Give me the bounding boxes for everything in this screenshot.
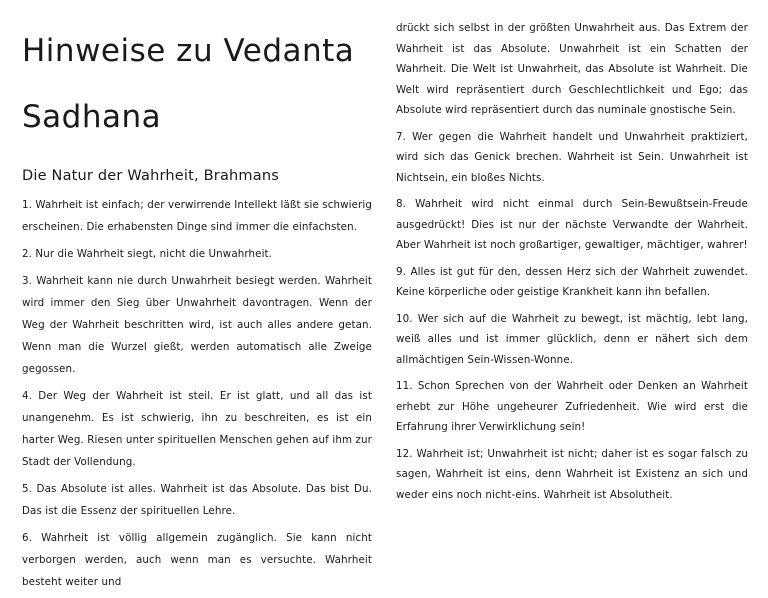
paragraph-6: 6. Wahrheit ist völlig allgemein zugänglich. Sie kann nicht verborgen werden, auch wenn man es versuchte. Wahrheit besteht weiter und [22,532,372,588]
page-title-line2: Sadhana [22,99,162,135]
left-column [22,0,372,598]
paragraph-8: 8. Wahrheit wird nicht einmal durch Sein-Bewußtsein-Freude ausgedrückt! Dies ist nur der nächste Verwandte der Wahrheit. Aber Wahrheit ist noch großartiger, gewaltiger, mächtiger, wahrer! [396,198,748,251]
paragraph-7: 7. Wer gegen die Wahrheit handelt und Unwahrheit praktiziert, wird sich das Genick brechen. Wahrheit ist Sein. Unwahrheit ist Nichtsein, ein bloßes Nichts. [396,130,748,184]
paragraph-1: 1. Wahrheit ist einfach; der verwirrende Intellekt läßt sie schwierig erscheinen. Die erhabensten Dinge sind immer die einfachsten. [22,199,372,233]
paragraph-9: 9. Alles ist gut für den, dessen Herz sich der Wahrheit zuwendet. Keine körperliche oder geistige Krankheit kann ihn befallen. [396,265,748,298]
page-title-line1: Hinweise zu Vedanta [22,33,355,69]
right-column [396,0,748,511]
paragraph-2: 2. Nur die Wahrheit siegt, nicht die Unwahrheit. [22,248,273,260]
paragraph-11: 11. Schon Sprechen von der Wahrheit oder Denken an Wahrheit erhebt zur Höhe ungeheurer Zufriedenheit. Wie wird erst die Erfahrung ihrer Verwirklichung sein! [396,380,748,433]
paragraph-10: 10. Wer sich auf die Wahrheit zu bewegt, ist mächtig, lebt lang, weiß alles und ist immer glücklich, denn er nähert sich dem allmächtigen Sein-Wissen-Wonne. [396,312,748,366]
paragraph-6-continued: drückt sich selbst in der größten Unwahrheit aus. Das Extrem der Wahrheit ist das Absolute. Unwahrheit ist ein Schatten der Wahrheit. Die Welt ist Unwahrheit, das Absolute ist Wahrheit. Die Welt wird repräsentiert durch Geschlechtlichkeit und Ego; das Absolute wird repräsentiert durch das numinale gnostische Sein. [396,22,748,116]
paragraph-4: 4. Der Weg der Wahrheit ist steil. Er ist glatt, und all das ist unangenehm. Es ist schwierig, ihn zu beschreiten, es ist ein harter Weg. Riesen unter spirituellen Menschen gehen auf ihm zur Stadt der Vollendung. [22,390,372,468]
paragraph-3: 3. Wahrheit kann nie durch Unwahrheit besiegt werden. Wahrheit wird immer den Sieg über Unwahrheit davontragen. Wenn der Weg der Wahrheit beschritten wird, ist auch alles andere getan. Wenn man die Wurzel gießt, werden automatisch alle Zweige gegossen. [22,275,372,375]
section-subtitle: Die Natur der Wahrheit, Brahmans [22,168,279,184]
paragraph-12: 12. Wahrheit ist; Unwahrheit ist nicht; daher ist es sogar falsch zu sagen, Wahrheit ist eins, denn Wahrheit ist Existenz an sich und weder eins noch nicht-eins. Wahrheit ist Absolutheit. [396,447,748,501]
title-block [22,0,372,150]
paragraph-5: 5. Das Absolute ist alles. Wahrheit ist das Absolute. Das bist Du. Das ist die Essenz der spirituellen Lehre. [22,483,372,517]
